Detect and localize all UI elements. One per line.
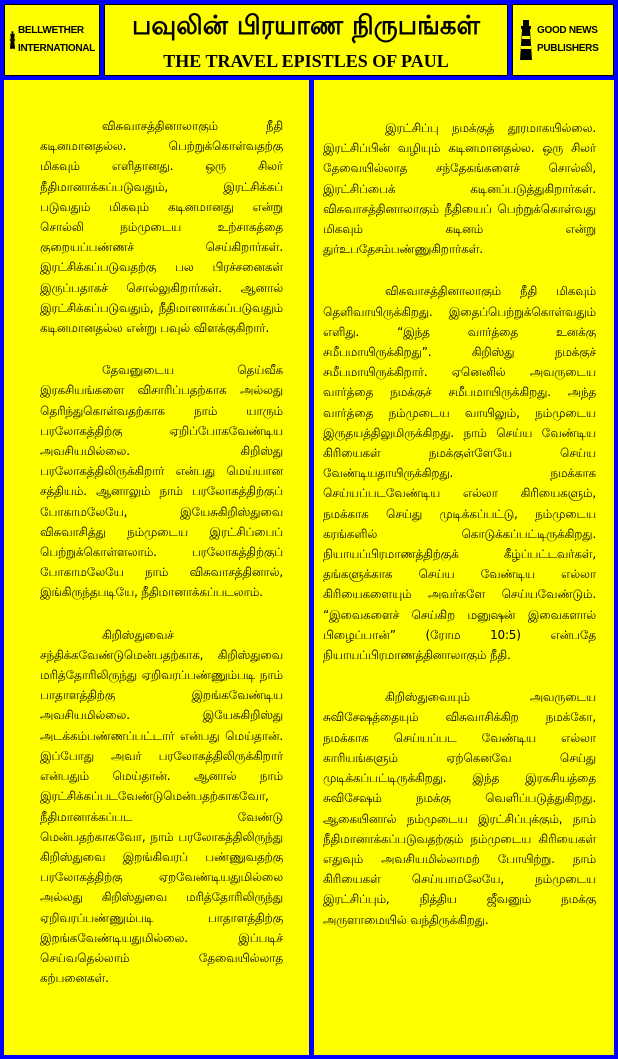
lighthouse-icon xyxy=(517,20,535,60)
right-paragraph-2 xyxy=(323,281,596,665)
left-paragraph-1 xyxy=(40,116,283,338)
right-logo-text: GOOD NEWS PUBLISHERS xyxy=(537,25,599,54)
good-news-logo xyxy=(512,4,614,76)
bellwether-logo xyxy=(4,4,100,76)
left-paragraph-1-text: விசுவாசத்தினாலாகும் நீதி கடினமானதல்ல. பெற்றுக்கொள்வதற்கு மிகவும் எளிதானது. ஒரு சிலர் நீதிமானாக்கப்படுவதும், இரட்சிக்கப் படுவதும் மிகவும் கடினமானது என்று சொல்லி நம்முடைய உற்சாகத்தை குறையப்பண்ணச் செய்கிறார்கள். இரட்சிக்கப்படுவதற்கு பல பிரச்சனைகள் இருப்பதாகச் சொல்லுகிறார்கள். ஆனால் இரட்சிக்கப்படுவதும், நீதிமானாக்கப்படுவதும் கடினமானதல்ல என்று பவுல் விளக்குகிறார். xyxy=(40,119,283,336)
bell-tower-icon xyxy=(9,20,16,60)
left-paragraph-3-text: கிறிஸ்துவைச் சந்திக்கவேண்டுமென்பதற்காக, கிறிஸ்துவை மரித்தோரிலிருந்து ஏறிவரப்பண்ணும்படி நாம் பாதாளத்திற்கு இறங்கவேண்டிய அவசியமில்லை. இயேசுகிறிஸ்து அடக்கம்பண்ணப்பட்டார் என்பது மெய்தான். இப்போது அவர் பரலோகத்திலிருக்கிறார் என்பதும் மெய்தான். ஆனால் நாம் இரட்சிக்கப்படவேண்டுமென்பதற்காகவோ, நீதிமானாக்கப்பட வேண்டு மென்பதற்காகவோ, நாம் பரலோகத்திலிருந்து கிறிஸ்துவை இறங்கிவரப் பண்ணுவதற்கு பரலோகத்திற்கு ஏறவேண்டியதுமில்லை அல்லது கிறிஸ்துவை மரித்தோரிலிருந்து ஏறிவரப்பண்ணும்படி பாதாளத்திற்கு இறங்கவேண்டியதுமில்லை. இப்படிச் செய்வதெல்லாம் தேவையில்லாத கற்பனைகள். xyxy=(40,627,283,986)
right-paragraph-3-text: கிறிஸ்துவையும் அவருடைய சுவிசேஷத்தையும் விசுவாசிக்கிற நமக்கோ, நமக்காக செய்யப்பட வேண்டிய எல்லா காரியங்களும் ஏற்கெனவே செய்து முடிக்கப்பட்டிருக்கிறது. இந்த இரகசியத்தை சுவிசேஷம் நமக்கு வெளிப்படுத்துகிறது. ஆகையினால் நம்முடைய இரட்சிப்புக்கும், நாம் நீதிமானாக்கப்படுவதற்கும் நம்முடைய கிரியைகள் எதுவும் அவசியமில்லாமற் போயிற்று. நாம் கிரியைகள் செய்யாமலேயே, நம்முடைய இரட்சிப்பும், நித்திய ஜீவனும் நமக்கு அருளாமையில் வந்திருக்கிறது. xyxy=(323,690,596,927)
left-column xyxy=(4,80,309,1055)
title-box xyxy=(104,4,508,76)
left-paragraph-3 xyxy=(40,625,283,989)
right-paragraph-1 xyxy=(323,118,596,259)
right-paragraph-3 xyxy=(323,687,596,929)
left-paragraph-2 xyxy=(40,360,283,602)
title-english: THE TRAVEL EPISTLES OF PAUL xyxy=(163,51,449,71)
title-tamil: பவுலின் பிரயாண நிருபங்கள் xyxy=(132,11,480,41)
left-paragraph-2-text: தேவனுடைய தெய்வீக இரகசியங்களை விசாரிப்பதற்காக அல்லது தெரிந்துகொள்வதற்காக நாம் யாரும் பரலோகத்திற்கு ஏறிப்போகவேண்டிய அவசியமில்லை. கிறிஸ்து பரலோகத்திலிருக்கிறார் என்பது மெய்யான சத்தியம். ஆனாலும் நாம் பரலோகத்திற்குப் போகாமலேயே, இயேசுகிறிஸ்துவை விசுவாசித்து நம்முடைய இரட்சிப்பைப் பெற்றுக்கொள்ளலாம். பரலோகத்திற்குப் போகாமலேயே நாம் விசுவாசத்தினால், இங்கிருந்தபடியே, நீதிமானாக்கப்படலாம். xyxy=(40,363,283,600)
right-column xyxy=(314,80,614,1055)
right-paragraph-1-text: இரட்சிப்பு நமக்குத் தூரமாகயில்லை. இரட்சிப்பின் வழியும் கடினமானதல்ல. ஒரு சிலர் தேவையில்லாத சந்தேகங்களைச் சொல்லி, இரட்சிப்பைக் கடினப்படுத்துகிறார்கள். விசுவாசத்தினாலாகும் நீதியைப் பெற்றுக்கொள்வது மிகவும் கடினம் என்று துர்உபதேசம்பண்ணுகிறார்கள். xyxy=(323,121,596,257)
right-paragraph-2-text: விசுவாசத்தினாலாகும் நீதி மிகவும் தெளிவாயிருக்கிறது. இதைப்பெற்றுக்கொள்வதும் எளிது. “இந்த வார்த்தை உனக்கு சமீபமாயிருக்கிறது”. கிறிஸ்து நமக்குச் சமீபமாயிருக்கிறார். ஏனெனில் அவருடைய வார்த்தை நமக்குச் சமீபமாயிருக்கிறது. அந்த வார்த்தை நம்முடைய வாயிலும், நம்முடைய இருதயத்திலுமிருக்கிறது. நாம் செய்ய வேண்டிய கிரியைகள் நமக்குள்ளேயே செய்ய வேண்டியதாயிருக்கிறது. நமக்காக செய்யப்படவேண்டிய எல்லா கிரியைகளும், நமக்காக செய்து முடிக்கப்பட்டு, நம்முடைய கரங்களில் கொடுக்கப்பட்டிருக்கிறது. நியாயப்பிரமாணத்திற்குக் கீழ்ப்பட்டவர்கள், தங்களுக்காக செய்ய வேண்டிய எல்லா கிரியைகளையும் அவர்களே செய்யவேண்டும். “இவைகளைச் செய்கிற மனுஷன் இவைகளால் பிழைப்பான்” (ரோம 10:5) என்பதே நியாயப்பிரமாணத்தினாலாகும் நீதி. xyxy=(323,284,596,663)
left-logo-text: BELLWETHER INTERNATIONAL xyxy=(17,25,95,54)
